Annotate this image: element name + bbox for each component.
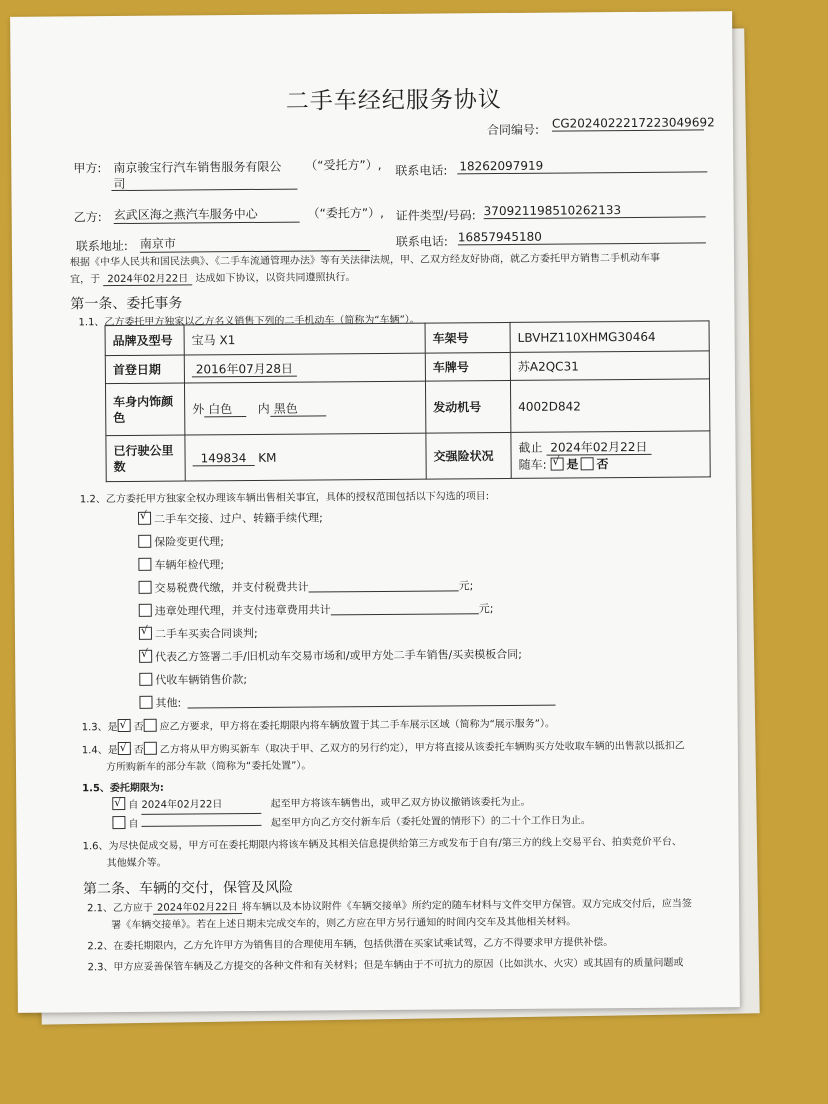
preamble-text-a: 宜，于 [70, 274, 101, 286]
clause-1-4-no-label: 否 [133, 744, 144, 756]
party-b-id: 370921198510262133 [484, 202, 706, 219]
option-9 [139, 692, 555, 711]
other-field[interactable] [187, 705, 555, 709]
table-row [106, 431, 710, 482]
clause-1-4-no-checkbox[interactable] [144, 742, 157, 755]
clause-1-1: 1.1、乙方委托甲方独家以乙方名义销售下列的二手机动车（简称为“车辆”）。 [78, 314, 420, 329]
violation-unit: 元; [478, 602, 494, 616]
option-6-label: 二手车买卖合同谈判; [154, 626, 258, 641]
party-b-name: 玄武区海之燕汽车服务中心 [114, 205, 300, 224]
clause-1-3-yes-checkbox[interactable] [118, 719, 131, 732]
preamble-line2 [70, 269, 355, 288]
insurance-until-row [518, 437, 702, 455]
party-a-label: 甲方: [73, 161, 102, 176]
vehicle-table [105, 320, 711, 482]
plate-value: 苏A2QC31 [510, 351, 709, 381]
plate-label: 车牌号 [425, 352, 510, 381]
violation-amount-field[interactable] [331, 613, 479, 615]
clause-2-2: 2.2、在委托期限内，乙方允许甲方为销售目的合理使用车辆，包括供潜在买家试乘试驾，乙方不得要求甲方提供补偿。 [87, 937, 614, 953]
option-3-checkbox[interactable] [138, 558, 151, 571]
party-a-phone-label: 联系电话: [395, 163, 448, 178]
tax-unit: 元; [458, 579, 474, 593]
document-title: 二手车经纪服务协议 [285, 86, 502, 115]
insurance-yes-label: 是 [566, 456, 579, 471]
party-a-name-line2: 司 [113, 176, 126, 192]
option-5-label: 违章处理代理，并支付违章费用共计 [154, 603, 331, 618]
section-2-title: 第二条、车辆的交付，保管及风险 [82, 879, 294, 898]
mileage-value: 149834 [193, 450, 255, 465]
option-8-checkbox[interactable] [139, 673, 152, 686]
option-1-checkbox[interactable] [138, 512, 151, 525]
clause-1-6-line2: 其他媒介等。 [106, 857, 167, 870]
option-9-label: 其他: [155, 696, 182, 710]
option-8 [139, 671, 247, 688]
term-option-1-from: 自 [128, 799, 139, 811]
option-7-label: 代表乙方签署二手/旧机动车交易市场和/或甲方处二手车销售/买卖模板合同; [155, 647, 523, 664]
reg-date-label: 首登日期 [105, 355, 184, 384]
clause-1-4-line1: 乙方将从甲方购买新车（取决于甲、乙双方的另行约定），甲方将直接从该委托车辆购买方处收取车辆的出售款以抵扣乙 [159, 740, 685, 756]
option-4-checkbox[interactable] [139, 581, 152, 594]
clause-1-4 [82, 738, 685, 760]
clause-1-3-yes-label: 1.3、是 [81, 722, 118, 734]
tax-amount-field[interactable] [309, 590, 459, 592]
option-5 [139, 600, 494, 619]
preamble-line1: 根据《中华人民共和国民法典》、《二手车流通管理办法》等有关法律法规，甲、乙双方经友好协商，就乙方委托甲方销售二手机动车事 [69, 252, 661, 269]
clause-1-3-text: 应乙方要求，甲方将在委托期限内将车辆放置于其二手车展示区域（简称为“展示服务”）。 [159, 718, 555, 733]
color-in-label: 内 [257, 401, 270, 416]
option-4-label: 交易税费代缴，并支付税费共计 [154, 580, 309, 595]
insurance-no-label: 否 [596, 456, 609, 471]
party-b-address: 南京市 [140, 233, 370, 253]
insurance-no-checkbox[interactable] [580, 457, 593, 470]
insurance-until-label: 截止 [518, 440, 543, 455]
option-3-label: 车辆年检代理; [154, 558, 225, 572]
party-b-id-label: 证件类型/号码: [395, 208, 476, 223]
option-2 [138, 533, 224, 550]
engine-value: 4002D842 [510, 379, 709, 433]
clause-2-1-line2: 署《车辆交接单》。若在上述日期未完成交车的，则乙方应在甲方另行通知的时间内交车及其他相关材料。 [111, 916, 577, 932]
clause-1-4-yes-checkbox[interactable] [118, 742, 131, 755]
clause-2-1-text-a: 2.1、乙方应于 [87, 902, 154, 915]
table-row [105, 379, 709, 436]
reg-date-value: 2016年07月28日 [192, 362, 297, 378]
clause-1-3-no-label: 否 [133, 721, 144, 733]
engine-label: 发动机号 [425, 380, 510, 433]
clause-1-4-line2: 方所购新车的部分车款（简称为“委托处置”）。 [105, 760, 312, 774]
color-in-value: 黑色 [270, 401, 326, 416]
insurance-follow-label: 随车: [518, 457, 547, 472]
clause-1-3 [82, 716, 555, 737]
option-1-label: 二手车交接、过户、转籍手续代理; [153, 511, 323, 526]
option-7 [139, 646, 522, 665]
term-option-1-text: 起至甲方将该车辆售出，或甲乙双方协议撤销该委托为止。 [270, 796, 531, 810]
party-a-name-line1: 南京骏宝行汽车销售服务有限公 [113, 159, 282, 176]
term-option-2-checkbox[interactable] [112, 816, 125, 829]
term-option-2-date-field[interactable] [142, 825, 262, 827]
insurance-yes-checkbox[interactable] [550, 457, 563, 470]
preamble-text-b: 达成如下协议，以资共同遵照执行。 [195, 272, 356, 285]
clause-1-4-yes-label: 1.4、是 [81, 745, 118, 757]
clause-1-3-no-checkbox[interactable] [144, 719, 157, 732]
color-label: 车身内饰颜色 [105, 383, 184, 436]
clause-1-5-title: 1.5、委托期限为: [82, 782, 164, 795]
brand-value: 宝马 X1 [184, 323, 425, 355]
reg-date-cell [184, 353, 425, 383]
party-a-role: （“受托方”）, [305, 157, 382, 173]
color-out-label: 外 [192, 402, 205, 417]
option-3 [138, 556, 224, 573]
insurance-cell [511, 431, 710, 479]
party-b-role: （“委托方”）, [307, 205, 384, 221]
color-out-value: 白色 [204, 402, 246, 417]
mileage-unit: KM [258, 450, 277, 465]
option-8-label: 代收车辆销售价款; [155, 673, 248, 687]
option-2-label: 保险变更代理; [154, 535, 224, 549]
term-option-2-text: 起至甲方向乙方交付新车后（委托处置的情形下）的二十个工作日为止。 [270, 815, 591, 829]
term-option-2 [112, 812, 590, 833]
party-a-phone: 18262097919 [457, 157, 707, 174]
party-b-phone: 16857945180 [458, 228, 706, 245]
party-a-underline [111, 189, 297, 191]
clause-1-6-line1: 1.6、为尽快促成交易，甲方可在委托期限内将该车辆及其相关信息提供给第三方或发布于自有/第三方的线上交易平台、拍卖竞价平台、 [82, 836, 682, 853]
vin-value: LBVHZ110XHMG30464 [510, 321, 709, 353]
option-7-checkbox[interactable] [139, 650, 152, 663]
party-b-phone-label: 联系电话: [395, 234, 448, 249]
term-option-1-checkbox[interactable] [112, 797, 125, 810]
clause-2-1-date: 2024年02月22日 [153, 902, 242, 915]
vin-label: 车架号 [425, 322, 510, 353]
option-9-checkbox[interactable] [139, 696, 152, 709]
table-row [105, 321, 709, 356]
insurance-follow-row [519, 454, 703, 472]
preamble-date: 2024年02月22日 [103, 273, 192, 286]
clause-1-2: 1.2、乙方委托甲方独家全权办理该车辆出售相关事宜，具体的授权范围包括以下勾选的项目: [79, 491, 490, 506]
option-1 [138, 509, 323, 526]
mileage-cell [185, 433, 426, 481]
color-cell [184, 381, 425, 435]
party-b-address-label: 联系地址: [75, 238, 129, 254]
term-option-2-from: 自 [128, 818, 139, 830]
option-2-checkbox[interactable] [138, 535, 151, 548]
contract-number: CG20240222172230496​92 [551, 115, 715, 131]
section-1-title: 第一条、委托事务 [70, 295, 183, 313]
option-6 [139, 625, 258, 642]
option-5-checkbox[interactable] [139, 604, 152, 617]
clause-2-3: 2.3、甲方应妥善保管车辆及乙方提交的各种文件和有关材料；但是车辆由于不可抗力的原因（比如洪水、火灾）或其固有的质量问题或 [87, 957, 684, 974]
mileage-label: 已行驶公里数 [106, 435, 185, 482]
party-b-label: 乙方: [73, 210, 102, 225]
insurance-until-value: 2024年02月22日 [546, 439, 651, 455]
term-option-1 [112, 794, 531, 815]
term-start-date: 2024年02月22日 [141, 796, 261, 815]
contract-number-label: 合同编号: [486, 122, 540, 138]
brand-label: 品牌及型号 [105, 325, 184, 356]
option-6-checkbox[interactable] [139, 627, 152, 640]
insurance-label: 交强险状况 [426, 432, 511, 479]
clause-2-1-text-b: 将车辆以及本协议附件《车辆交接单》所约定的随车材料与文件交甲方保管。双方完成交付后，应当签 [241, 898, 692, 914]
document-page [10, 11, 740, 1013]
option-4 [139, 577, 474, 596]
